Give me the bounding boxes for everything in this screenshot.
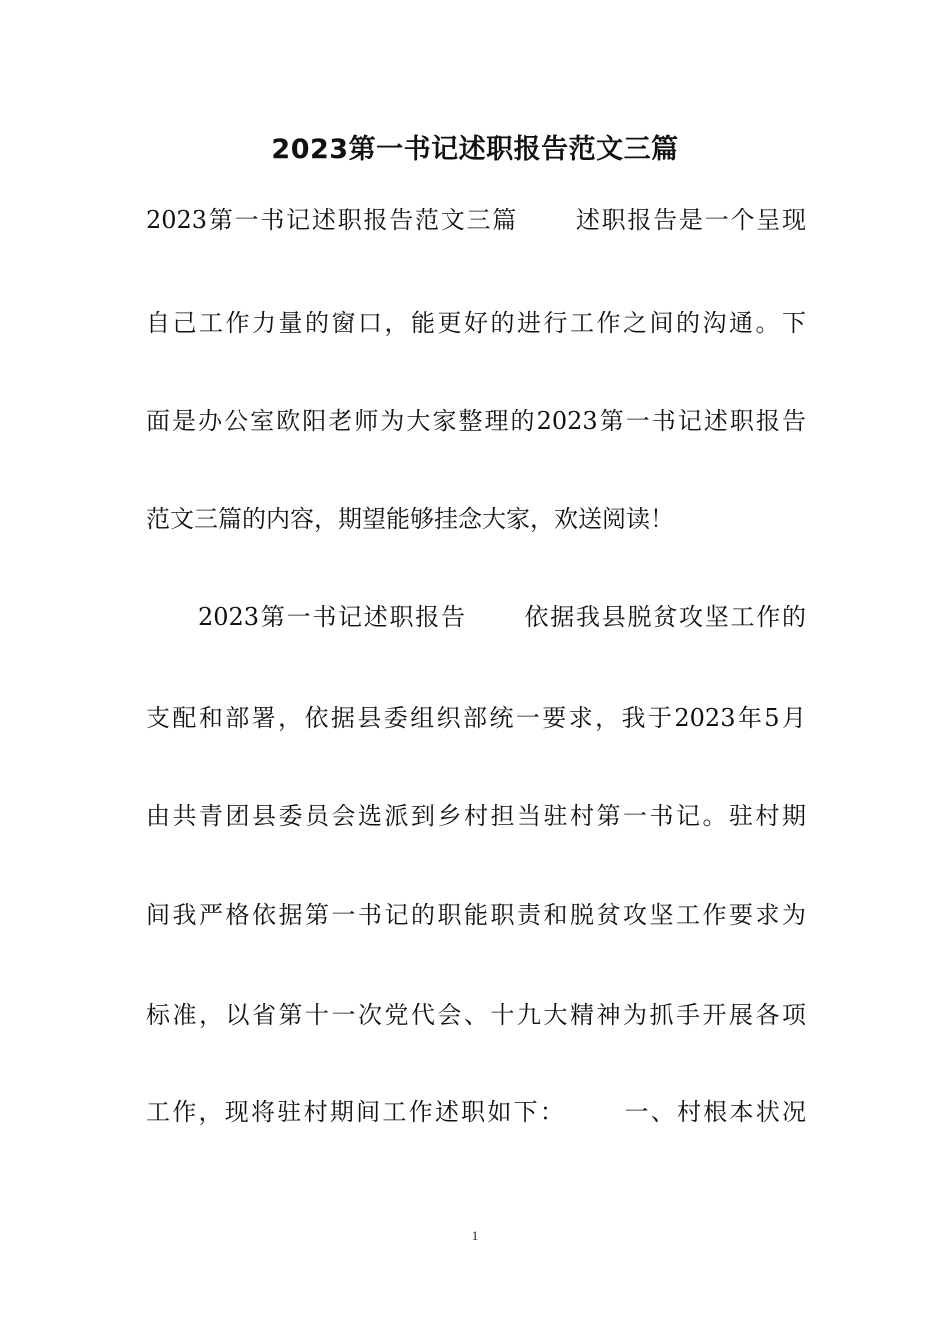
document-title: 2023第一书记述职报告范文三篇 [271, 134, 679, 165]
paragraph-1-line-3: 面是办公室欧阳老师为大家整理的2023第一书记述职报告 [146, 407, 806, 435]
body-text: 述职报告是一个呈现 [574, 206, 806, 234]
paragraph-2-line-5: 标准，以省第十一次党代会、十九大精神为抓手开展各项 [146, 1001, 806, 1029]
paragraph-1-line-2: 自己工作力量的窗口，能更好的进行工作之间的沟通。下 [146, 309, 806, 337]
body-text: 一、村根本状况 [622, 1098, 806, 1126]
paragraph-2-line-6 [146, 1090, 806, 1134]
body-text: 2023第一书记述职报告 [198, 603, 467, 631]
paragraph-1-line-4: 范文三篇的内容，期望能够挂念大家，欢送阅读！ [146, 505, 674, 533]
body-text: 工作，现将驻村期间工作述职如下： [146, 1098, 567, 1126]
body-text: 2023第一书记述职报告范文三篇 [146, 206, 519, 234]
paragraph-1-line-1 [146, 198, 806, 242]
paragraph-2-line-2: 支配和部署，依据县委组织部统一要求，我于2023年5月 [146, 704, 806, 732]
page-number: 1 [471, 1228, 479, 1243]
body-text: 依据我县脱贫攻坚工作的 [522, 603, 806, 631]
paragraph-2-line-4: 间我严格依据第一书记的职能职责和脱贫攻坚工作要求为 [146, 901, 806, 929]
paragraph-2-line-1 [198, 595, 806, 639]
paragraph-2-line-3: 由共青团县委员会选派到乡村担当驻村第一书记。驻村期 [146, 802, 806, 830]
